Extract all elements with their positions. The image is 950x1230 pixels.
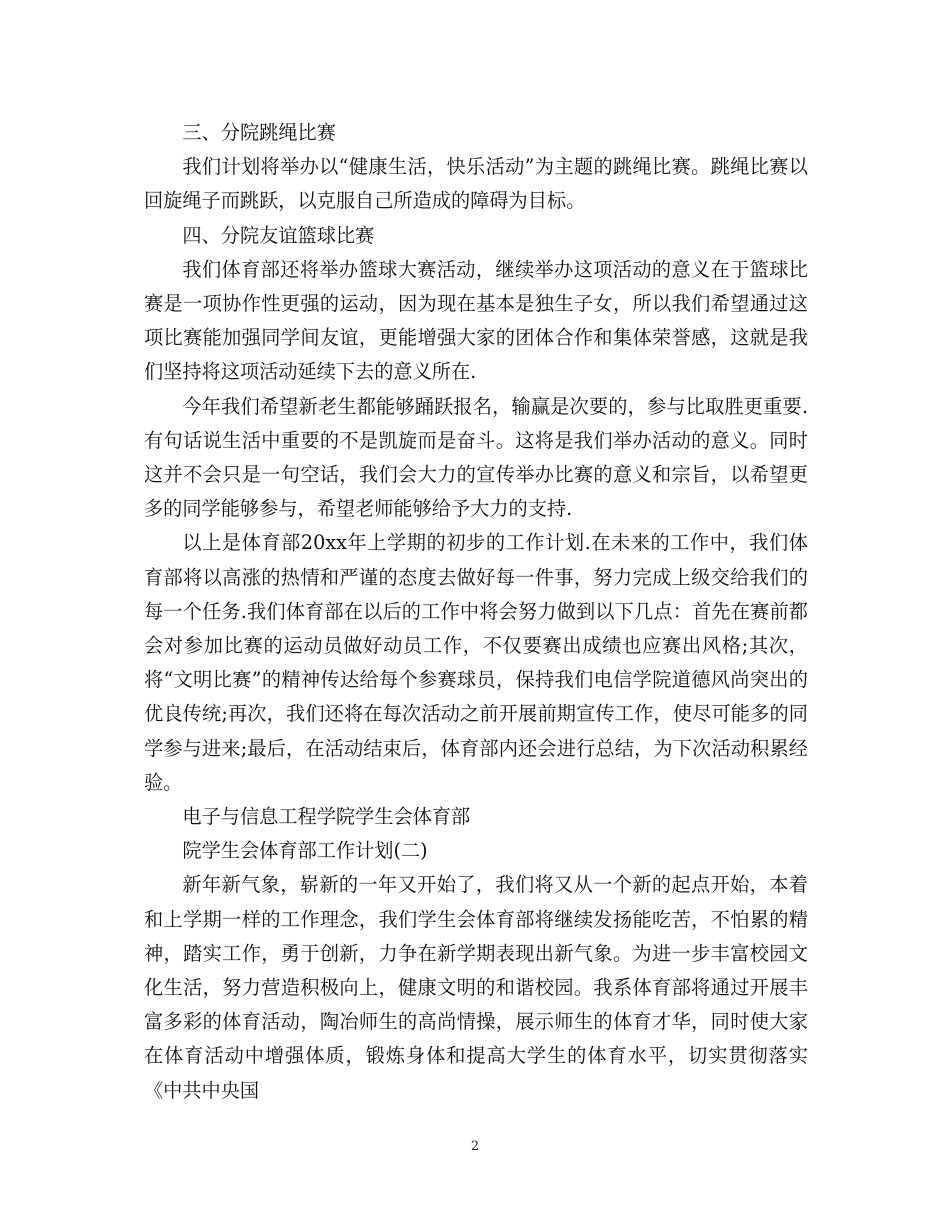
section-heading-basketball: 四、分院友谊篮球比赛 (182, 223, 375, 247)
document-body (144, 116, 808, 1108)
signature-line: 电子与信息工程学院学生会体育部 (182, 805, 471, 829)
page-number: 2 (470, 1139, 480, 1154)
paragraph-rope-skipping: 我们计划将举办以“健康生活，快乐活动”为主题的跳绳比赛。跳绳比赛以回旋绳子而跳跃，以克服自己所造成的障碍为目标。 (144, 155, 808, 213)
section-heading-rope-skipping: 三、分院跳绳比赛 (182, 121, 336, 144)
paragraph-summary: 以上是体育部20xx年上学期的初步的工作计划.在未来的工作中，我们体育部将以高涨的热情和严谨的态度去做好每一件事，努力完成上级交给我们的每一个任务.我们体育部在以后的工作中将会努力做到以下几点：首先在赛前都会对参加比赛的运动员做好动员工作，不仅要赛出成绩也应赛出风格;其次，将“文明比赛”的精神传达给每个参赛球员，保持我们电信学院道德风尚突出的优良传统;再次，我们还将在每次活动之前开展前期宣传工作，使尽可能多的同学参与进来;最后，在活动结束后，体育部内还会进行总结，为下次活动积累经验。 (144, 531, 808, 794)
paragraph-basketball: 我们体育部还将举办篮球大赛活动，继续举办这项活动的意义在于篮球比赛是一项协作性更强的运动，因为现在基本是独生子女，所以我们希望通过这项比赛能加强同学间友谊，更能增强大家的团体合作和集体荣誉感，这就是我们坚持将这项活动延续下去的意义所在. (144, 257, 808, 384)
paragraph-new-year: 新年新气象，崭新的一年又开始了，我们将又从一个新的起点开始，本着和上学期一样的工作理念，我们学生会体育部将继续发扬能吃苦，不怕累的精神，踏实工作，勇于创新，力争在新学期表现出新气象。为进一步丰富校园文化生活，努力营造积极向上，健康文明的和谐校园。我系体育部将通过开展丰富多彩的体育活动，陶冶师生的高尚情操，展示师生的体育才华，同时使大家在体育活动中增强体质，锻炼身体和提高大学生的体育水平，切实贯彻落实《中共中央国 (144, 873, 808, 1102)
plan-two-title: 院学生会体育部工作计划(二) (182, 839, 428, 863)
paragraph-participation: 今年我们希望新老生都能够踊跃报名，输赢是次要的，参与比取胜更重要.有句话说生活中重要的不是凯旋而是奋斗。这将是我们举办活动的意义。同时这并不会只是一句空话，我们会大力的宣传举办比赛的意义和宗旨，以希望更多的同学能够参与，希望老师能够给予大力的支持. (144, 394, 808, 521)
